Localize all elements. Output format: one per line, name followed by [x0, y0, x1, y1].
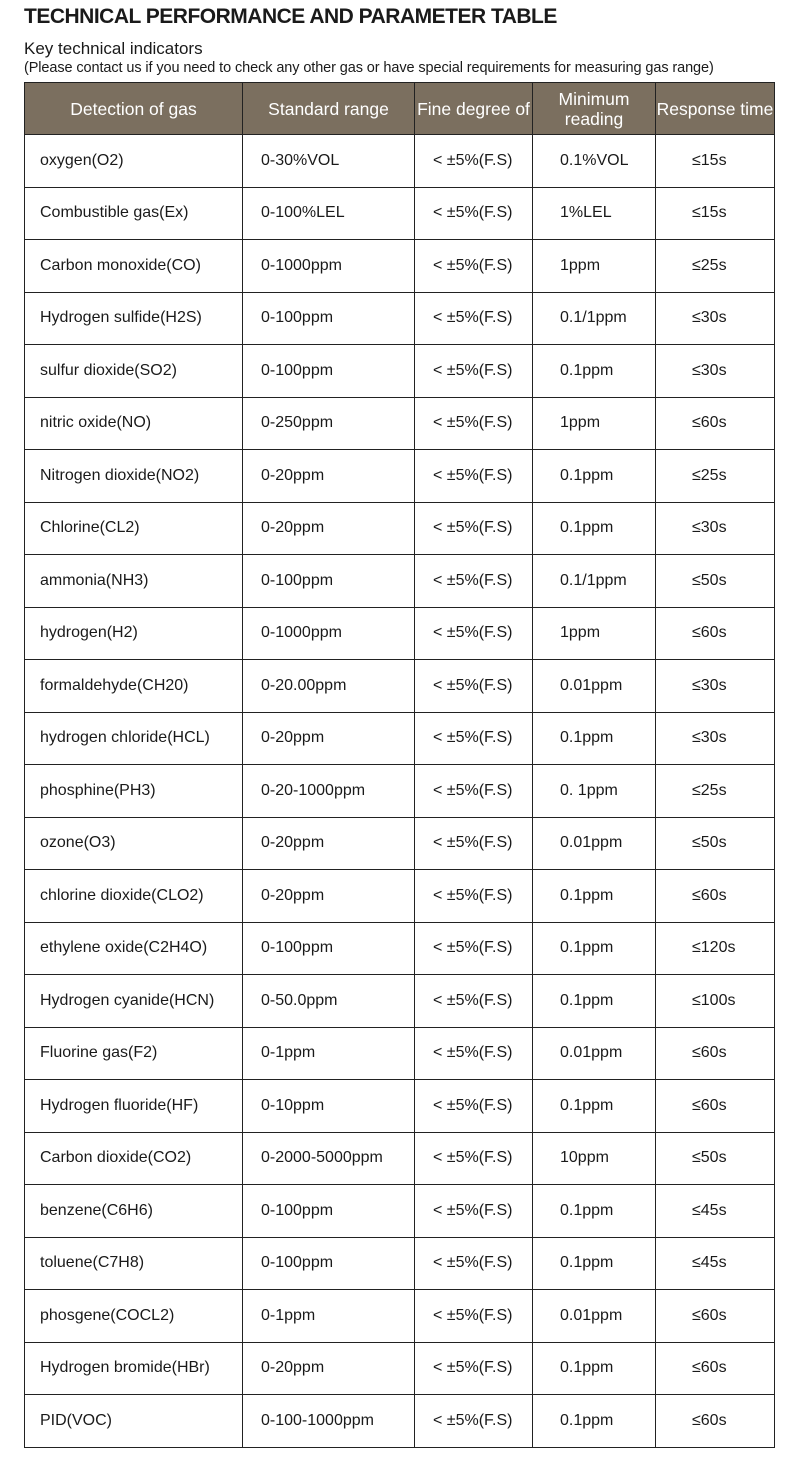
- minimum-reading-cell: 1ppm: [533, 240, 656, 293]
- table-row: [25, 1027, 775, 1080]
- standard-range-cell: 0-20ppm: [243, 870, 415, 923]
- fine-degree-cell: < ±5%(F.S): [415, 1342, 533, 1395]
- fine-degree-cell: < ±5%(F.S): [415, 450, 533, 503]
- minimum-reading-cell: 0.1ppm: [533, 450, 656, 503]
- standard-range-cell: 0-100%LEL: [243, 187, 415, 240]
- header-fine-degree: Fine degree of: [415, 83, 533, 135]
- minimum-reading-cell: 0.1ppm: [533, 1395, 656, 1448]
- minimum-reading-cell: 0.1ppm: [533, 870, 656, 923]
- response-time-cell: ≤30s: [656, 712, 775, 765]
- response-time-cell: ≤30s: [656, 660, 775, 713]
- response-time-cell: ≤30s: [656, 502, 775, 555]
- gas-name-cell: ammonia(NH3): [25, 555, 243, 608]
- response-time-cell: ≤60s: [656, 1027, 775, 1080]
- minimum-reading-cell: 0.1ppm: [533, 502, 656, 555]
- gas-name-cell: Hydrogen sulfide(H2S): [25, 292, 243, 345]
- response-time-cell: ≤50s: [656, 1132, 775, 1185]
- gas-name-cell: sulfur dioxide(SO2): [25, 345, 243, 398]
- response-time-cell: ≤60s: [656, 1290, 775, 1343]
- standard-range-cell: 0-20ppm: [243, 712, 415, 765]
- minimum-reading-cell: 0.1/1ppm: [533, 555, 656, 608]
- standard-range-cell: 0-30%VOL: [243, 135, 415, 188]
- fine-degree-cell: < ±5%(F.S): [415, 765, 533, 818]
- table-row: [25, 397, 775, 450]
- gas-name-cell: Hydrogen bromide(HBr): [25, 1342, 243, 1395]
- minimum-reading-cell: 0.1/1ppm: [533, 292, 656, 345]
- fine-degree-cell: < ±5%(F.S): [415, 240, 533, 293]
- response-time-cell: ≤25s: [656, 450, 775, 503]
- minimum-reading-cell: 0.01ppm: [533, 1290, 656, 1343]
- table-row: [25, 292, 775, 345]
- standard-range-cell: 0-2000-5000ppm: [243, 1132, 415, 1185]
- section-subtitle: Key technical indicators: [24, 39, 203, 58]
- gas-name-cell: phosphine(PH3): [25, 765, 243, 818]
- response-time-cell: ≤25s: [656, 765, 775, 818]
- minimum-reading-cell: 0.1ppm: [533, 1185, 656, 1238]
- table-row: [25, 1395, 775, 1448]
- fine-degree-cell: < ±5%(F.S): [415, 660, 533, 713]
- standard-range-cell: 0-10ppm: [243, 1080, 415, 1133]
- fine-degree-cell: < ±5%(F.S): [415, 1290, 533, 1343]
- table-header-row: [25, 83, 775, 135]
- table-row: [25, 502, 775, 555]
- gas-name-cell: Carbon dioxide(CO2): [25, 1132, 243, 1185]
- response-time-cell: ≤60s: [656, 1080, 775, 1133]
- parameter-table: [24, 82, 775, 1448]
- fine-degree-cell: < ±5%(F.S): [415, 397, 533, 450]
- minimum-reading-cell: 0.1ppm: [533, 1080, 656, 1133]
- table-row: [25, 1290, 775, 1343]
- standard-range-cell: 0-100ppm: [243, 555, 415, 608]
- minimum-reading-cell: 0.1ppm: [533, 1237, 656, 1290]
- standard-range-cell: 0-100ppm: [243, 922, 415, 975]
- minimum-reading-cell: 10ppm: [533, 1132, 656, 1185]
- fine-degree-cell: < ±5%(F.S): [415, 502, 533, 555]
- response-time-cell: ≤60s: [656, 607, 775, 660]
- response-time-cell: ≤120s: [656, 922, 775, 975]
- table-row: [25, 922, 775, 975]
- table-row: [25, 817, 775, 870]
- response-time-cell: ≤15s: [656, 135, 775, 188]
- fine-degree-cell: < ±5%(F.S): [415, 870, 533, 923]
- minimum-reading-cell: 0.01ppm: [533, 1027, 656, 1080]
- table-row: [25, 765, 775, 818]
- fine-degree-cell: < ±5%(F.S): [415, 292, 533, 345]
- minimum-reading-cell: 0.1ppm: [533, 975, 656, 1028]
- table-row: [25, 1237, 775, 1290]
- gas-name-cell: benzene(C6H6): [25, 1185, 243, 1238]
- response-time-cell: ≤60s: [656, 1342, 775, 1395]
- fine-degree-cell: < ±5%(F.S): [415, 817, 533, 870]
- fine-degree-cell: < ±5%(F.S): [415, 135, 533, 188]
- minimum-reading-cell: 0.1ppm: [533, 712, 656, 765]
- table-row: [25, 607, 775, 660]
- response-time-cell: ≤60s: [656, 1395, 775, 1448]
- response-time-cell: ≤25s: [656, 240, 775, 293]
- standard-range-cell: 0-1ppm: [243, 1290, 415, 1343]
- fine-degree-cell: < ±5%(F.S): [415, 345, 533, 398]
- table-row: [25, 345, 775, 398]
- fine-degree-cell: < ±5%(F.S): [415, 975, 533, 1028]
- minimum-reading-cell: 0.1ppm: [533, 1342, 656, 1395]
- standard-range-cell: 0-50.0ppm: [243, 975, 415, 1028]
- minimum-reading-cell: 0.1ppm: [533, 345, 656, 398]
- standard-range-cell: 0-20ppm: [243, 450, 415, 503]
- fine-degree-cell: < ±5%(F.S): [415, 555, 533, 608]
- response-time-cell: ≤60s: [656, 870, 775, 923]
- standard-range-cell: 0-100-1000ppm: [243, 1395, 415, 1448]
- table-row: [25, 1080, 775, 1133]
- standard-range-cell: 0-1000ppm: [243, 240, 415, 293]
- fine-degree-cell: < ±5%(F.S): [415, 712, 533, 765]
- minimum-reading-cell: 0. 1ppm: [533, 765, 656, 818]
- gas-name-cell: PID(VOC): [25, 1395, 243, 1448]
- table-row: [25, 240, 775, 293]
- standard-range-cell: 0-1000ppm: [243, 607, 415, 660]
- response-time-cell: ≤50s: [656, 817, 775, 870]
- standard-range-cell: 0-20.00ppm: [243, 660, 415, 713]
- standard-range-cell: 0-1ppm: [243, 1027, 415, 1080]
- table-row: [25, 870, 775, 923]
- response-time-cell: ≤15s: [656, 187, 775, 240]
- gas-name-cell: formaldehyde(CH20): [25, 660, 243, 713]
- fine-degree-cell: < ±5%(F.S): [415, 187, 533, 240]
- gas-name-cell: Chlorine(CL2): [25, 502, 243, 555]
- minimum-reading-cell: 1ppm: [533, 397, 656, 450]
- response-time-cell: ≤45s: [656, 1237, 775, 1290]
- table-row: [25, 187, 775, 240]
- header-detection-of-gas: Detection of gas: [25, 83, 243, 135]
- table-row: [25, 1342, 775, 1395]
- gas-name-cell: phosgene(COCL2): [25, 1290, 243, 1343]
- gas-name-cell: ethylene oxide(C2H4O): [25, 922, 243, 975]
- gas-name-cell: hydrogen chloride(HCL): [25, 712, 243, 765]
- minimum-reading-cell: 1ppm: [533, 607, 656, 660]
- fine-degree-cell: < ±5%(F.S): [415, 1185, 533, 1238]
- response-time-cell: ≤60s: [656, 397, 775, 450]
- standard-range-cell: 0-20-1000ppm: [243, 765, 415, 818]
- table-row: [25, 1132, 775, 1185]
- response-time-cell: ≤45s: [656, 1185, 775, 1238]
- gas-name-cell: Hydrogen cyanide(HCN): [25, 975, 243, 1028]
- fine-degree-cell: < ±5%(F.S): [415, 607, 533, 660]
- table-row: [25, 1185, 775, 1238]
- response-time-cell: ≤30s: [656, 292, 775, 345]
- fine-degree-cell: < ±5%(F.S): [415, 1395, 533, 1448]
- fine-degree-cell: < ±5%(F.S): [415, 1237, 533, 1290]
- gas-name-cell: Hydrogen fluoride(HF): [25, 1080, 243, 1133]
- gas-name-cell: Combustible gas(Ex): [25, 187, 243, 240]
- contact-note: (Please contact us if you need to check any other gas or have special requirements for measuring gas range): [24, 60, 714, 76]
- fine-degree-cell: < ±5%(F.S): [415, 1132, 533, 1185]
- minimum-reading-cell: 0.1%VOL: [533, 135, 656, 188]
- response-time-cell: ≤100s: [656, 975, 775, 1028]
- header-response-time: Response time: [656, 83, 775, 135]
- table-row: [25, 450, 775, 503]
- gas-name-cell: Carbon monoxide(CO): [25, 240, 243, 293]
- standard-range-cell: 0-20ppm: [243, 817, 415, 870]
- response-time-cell: ≤50s: [656, 555, 775, 608]
- fine-degree-cell: < ±5%(F.S): [415, 1080, 533, 1133]
- header-minimum-reading: Minimum reading: [533, 83, 656, 135]
- minimum-reading-cell: 0.01ppm: [533, 817, 656, 870]
- standard-range-cell: 0-20ppm: [243, 502, 415, 555]
- table-row: [25, 660, 775, 713]
- table-row: [25, 135, 775, 188]
- minimum-reading-cell: 0.01ppm: [533, 660, 656, 713]
- gas-name-cell: Fluorine gas(F2): [25, 1027, 243, 1080]
- gas-name-cell: oxygen(O2): [25, 135, 243, 188]
- table-row: [25, 712, 775, 765]
- table-row: [25, 975, 775, 1028]
- gas-name-cell: chlorine dioxide(CLO2): [25, 870, 243, 923]
- table-row: [25, 555, 775, 608]
- response-time-cell: ≤30s: [656, 345, 775, 398]
- standard-range-cell: 0-250ppm: [243, 397, 415, 450]
- header-standard-range: Standard range: [243, 83, 415, 135]
- standard-range-cell: 0-20ppm: [243, 1342, 415, 1395]
- gas-name-cell: hydrogen(H2): [25, 607, 243, 660]
- standard-range-cell: 0-100ppm: [243, 1185, 415, 1238]
- standard-range-cell: 0-100ppm: [243, 292, 415, 345]
- gas-name-cell: Nitrogen dioxide(NO2): [25, 450, 243, 503]
- fine-degree-cell: < ±5%(F.S): [415, 922, 533, 975]
- standard-range-cell: 0-100ppm: [243, 1237, 415, 1290]
- table-body: [25, 135, 775, 1448]
- page-title: TECHNICAL PERFORMANCE AND PARAMETER TABLE: [24, 5, 557, 28]
- gas-name-cell: toluene(C7H8): [25, 1237, 243, 1290]
- minimum-reading-cell: 0.1ppm: [533, 922, 656, 975]
- minimum-reading-cell: 1%LEL: [533, 187, 656, 240]
- fine-degree-cell: < ±5%(F.S): [415, 1027, 533, 1080]
- gas-name-cell: nitric oxide(NO): [25, 397, 243, 450]
- standard-range-cell: 0-100ppm: [243, 345, 415, 398]
- gas-name-cell: ozone(O3): [25, 817, 243, 870]
